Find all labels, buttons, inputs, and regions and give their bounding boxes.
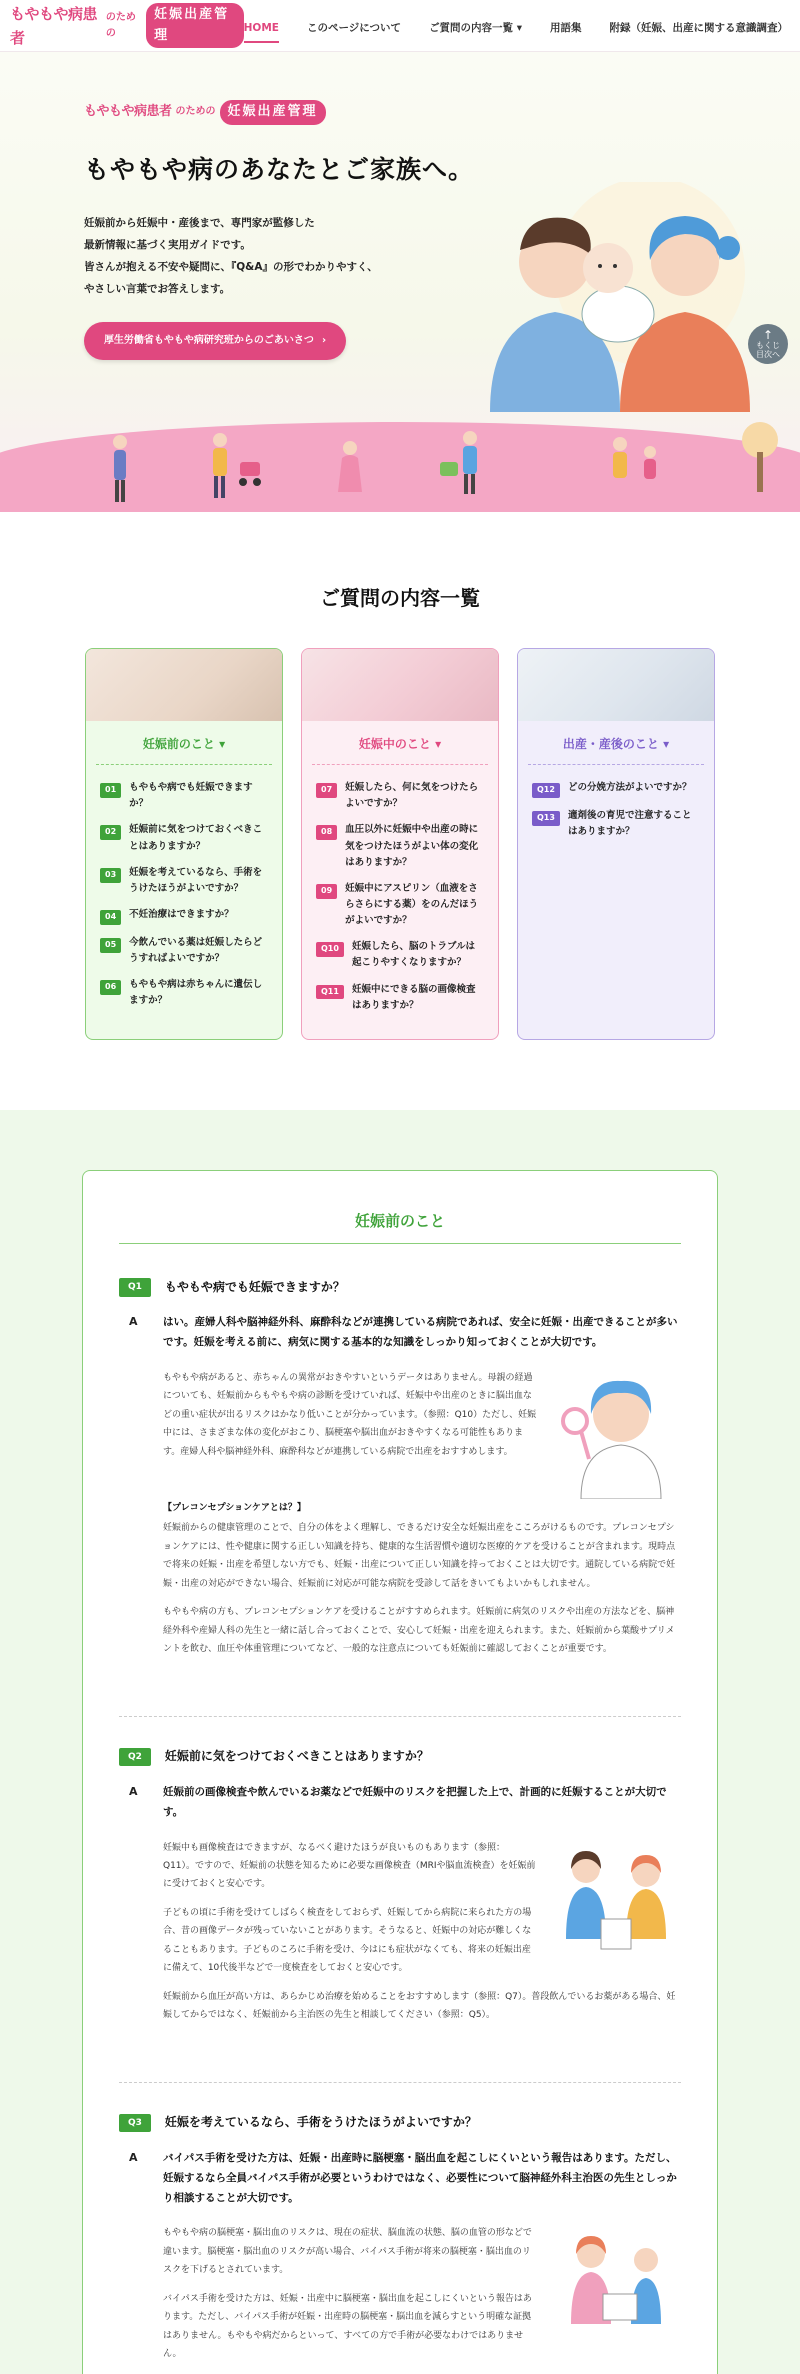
question-text: もやもや病は赤ちゃんに遺伝しますか？: [129, 979, 263, 1007]
hero-title: もやもや病のあなたとご家族へ。: [84, 155, 475, 184]
hero-logo-main: もやもや病患者: [84, 104, 172, 119]
question-text: 今飲んでいる薬は妊娠したらどうすればよいですか？: [129, 936, 263, 964]
qa-answer: [119, 1783, 681, 2035]
qa-answer-label: A: [129, 2150, 138, 2164]
question-number: Q13: [532, 811, 560, 826]
question-link[interactable]: [302, 775, 498, 817]
question-number: Q12: [532, 783, 560, 798]
qa-paragraph: もやもや病の方も、プレコンセプションケアを受けることがすすめられます。妊娠前に病気のリスクや出産の方法などを、脳神経外科や産婦人科の先生と一緒に話し合っておくことで、安心して妊娠・出産を迎えられます。また、妊娠前から葉酸サプリメントを飲む、血圧や体重管理についてなど、一般的な注意点についても妊娠前に確認しておくことが重要です。: [163, 1607, 675, 1654]
qa-answer-lead: はい。産婦人科や脳神経外科、麻酔科などが連携している病院であれば、安全に妊娠・出産できることが多いです。妊娠を考える前に、病気に関する基本的な知識をしっかり知っておくことが大切です。: [163, 1316, 678, 1348]
qa-answer-row: [163, 1839, 681, 1988]
card-after-birth: [517, 648, 715, 1040]
question-list-section: [0, 512, 800, 1110]
question-text: 妊娠したら、何に気をつけたらよいですか？: [345, 782, 479, 810]
question-number: 09: [316, 884, 337, 899]
qa-subheading: 【プレコンセプションケアとは？】: [163, 1502, 306, 1513]
detail-heading: 妊娠前のこと: [119, 1209, 681, 1244]
question-link[interactable]: [518, 803, 714, 845]
toc-button-label: もくじ 目次へ: [756, 340, 780, 359]
greeting-button[interactable]: [84, 322, 346, 360]
nav-home[interactable]: HOME: [244, 14, 279, 37]
card-during-pregnancy: [301, 648, 499, 1040]
people-illustration: [0, 422, 800, 512]
qa-question: [119, 1747, 681, 1776]
chevron-right-icon: ›: [321, 335, 327, 346]
qa-item: [119, 2113, 681, 2373]
qa-paragraph: バイパス手術を受けた方は、妊娠・出産中に脳梗塞・脳出血を起こしにくいという報告はあります。ただし、バイパス手術が妊娠・出産時の脳梗塞・脳出血を減らすという明確な証拠はありません。もやもや病だからといって、すべての方で手術が必要なわけではありません。: [163, 2293, 532, 2360]
question-text: どの分娩方法がよいですか？: [567, 782, 692, 794]
question-cards: [0, 648, 800, 1040]
qa-number: Q1: [119, 1278, 151, 1296]
qa-answer-text: [163, 2224, 537, 2373]
question-text: 不妊治療はできますか？: [129, 909, 234, 921]
question-number: 07: [316, 783, 337, 798]
qa-paragraph: 妊娠前からの健康管理のことで、自分の体をよく理解し、できるだけ安全な妊娠出産をこころがけるものです。プレコンセプションケアには、性や健康に関する正しい知識を持ち、健康的な生活習慣や適切な医療的ケアを受けることが含まれます。現時点で将来の妊娠・出産を希望しない方でも、妊娠・出産について正しい知識を持っておくことは大切です。通院している病院で妊娠・出産の対応ができない場合、妊娠前に対応が可能な病院を受診して話をきいてもよいかもしれません。: [163, 1523, 676, 1589]
hero-logo-badge: 妊娠出産管理: [220, 100, 326, 125]
question-number: Q11: [316, 985, 344, 1000]
question-link[interactable]: [302, 977, 498, 1019]
toc-button[interactable]: [748, 324, 788, 364]
question-number: 04: [100, 910, 121, 925]
qa-answer: [119, 2149, 681, 2374]
hero-logo-no: のための: [175, 106, 216, 118]
greeting-button-label: 厚生労働省もやもや病研究班からのごあいさつ: [103, 335, 314, 346]
nav-about[interactable]: このページについて: [306, 22, 402, 35]
qa-question: [119, 1278, 681, 1307]
qa-answer-label: A: [129, 1315, 138, 1329]
qa-question-text: 妊娠を考えているなら、手術をうけたほうがよいですか？: [164, 2115, 477, 2130]
question-number: 03: [100, 868, 121, 883]
qa-answer-body: [163, 1313, 681, 1668]
qa-number: Q2: [119, 1748, 151, 1766]
qa-question-text: もやもや病でも妊娠できますか？: [164, 1279, 345, 1294]
qa-paragraph: 妊娠中も画像検査はできますが、なるべく避けたほうが良いものもあります（参照：Q11）。ですので、妊娠前の状態を知るために必要な画像検査（MRIや脳血流検査）を妊娠前に受けておくと安心です。: [163, 1842, 536, 1890]
question-link[interactable]: [302, 817, 498, 875]
nav-appendix[interactable]: 附録（妊娠、出産に関する意識調査）: [609, 22, 788, 35]
card-photo: [86, 649, 282, 721]
qa-paragraph: 子どもの頃に手術を受けてしばらく検査をしておらず、妊娠してから病院に来られた方の場合、昔の画像データが残っていないことがあります。そうなると、妊娠中の対応が難しくなることもあります。子どものころに手術を受け、今はにも症状がなくても、将来の妊娠出産に備えて、10代後半などで一度検査をしておくと安心です。: [163, 1907, 532, 1974]
qa-item: [119, 1747, 681, 2034]
site-header: [0, 0, 800, 52]
card-heading[interactable]: 妊娠前のこと ▾: [96, 721, 272, 765]
global-nav: [244, 14, 788, 37]
doctor-illustration: [551, 1369, 681, 1499]
question-number: 05: [100, 938, 121, 953]
family-illustration: [470, 182, 800, 412]
arrow-up-icon: ↑: [762, 327, 774, 342]
hero-desc-line: 最新情報に基づく実用ガイドです。: [84, 239, 251, 252]
question-text: 妊娠中にアスピリン（血液をさらさらにする薬）をのんだほうがよいですか？: [345, 882, 479, 927]
qa-answer-text: [163, 1988, 681, 2025]
qa-number: Q3: [119, 2114, 151, 2132]
question-text: 血圧以外に妊娠中や出産の時に気をつけたほうがよい体の変化はありますか？: [345, 824, 479, 868]
card-before-pregnancy: [85, 648, 283, 1040]
question-list-title: ご質問の内容一覧: [320, 586, 480, 610]
detail-box: [82, 1170, 718, 2374]
nav-glossary[interactable]: 用語集: [550, 22, 582, 35]
hero-logo: [84, 100, 326, 125]
question-text: 妊娠を考えているなら、手術をうけたほうがよいですか？: [129, 866, 263, 894]
qa-paragraph: もやもや病があると、赤ちゃんの異常がおきやすいというデータはありません。母親の経過についても、妊娠前からもやもや病の診断を受けていれば、妊娠中や出産のときに脳出血などの重い症状が出るリスクはかなり低いことが分かっています。（参照：Q10）ただし、妊娠中には、さまざまな体の変化がおこり、脳梗塞や脳出血がおきやすくなる可能性もあります。産婦人科や脳神経外科、麻酔科などが連携している病院で出産をおすすめします。: [163, 1372, 537, 1457]
qa-answer-lead: バイパス手術を受けた方は、妊娠・出産時に脳梗塞・脳出血を起こしにくいという報告はあります。ただし、妊娠するなら全員バイパス手術が必要というわけではなく、必要性について脳神経外科主治医の先生としっかり相談することが大切です。: [163, 2151, 677, 2204]
question-link[interactable]: [86, 902, 282, 930]
question-link[interactable]: [86, 860, 282, 902]
card-photo: [302, 649, 498, 721]
question-number: 08: [316, 825, 337, 840]
hero: [0, 52, 800, 512]
question-link[interactable]: [302, 934, 498, 976]
detail-section: [0, 1110, 800, 2374]
card-heading[interactable]: 妊娠中のこと ▾: [312, 721, 488, 765]
hero-description: [84, 212, 384, 300]
question-text: 妊娠前に気をつけておくべきことはありますか？: [129, 824, 263, 852]
divider: [119, 1716, 681, 1717]
qa-paragraph: もやもや病の脳梗塞・脳出血のリスクは、現在の症状、脳血流の状態、脳の血管の形などで違います。脳梗塞・脳出血のリスクが高い場合、バイパス手術が将来の脳梗塞・脳出血のリスクを下げるとされています。: [163, 2228, 532, 2276]
qa-answer-body: [163, 1783, 681, 2035]
qa-paragraph: 妊娠前から血圧が高い方は、あらかじめ治療を始めることをおすすめします（参照：Q7）。普段飲んでいるお薬がある場合、妊娠してからではなく、妊娠前から主治医の先生と相談してください（参照：Q5）。: [163, 1991, 676, 2020]
logo-no-text: のための: [105, 11, 136, 39]
qa-answer-text: [163, 1839, 537, 1988]
question-link[interactable]: [518, 775, 714, 803]
qa-answer-label: A: [129, 1784, 138, 1798]
question-number: Q10: [316, 942, 344, 957]
consultation-illustration: [551, 1839, 681, 1959]
qa-question: [119, 2113, 681, 2142]
qa-answer-row: [163, 1369, 681, 1499]
question-number: 06: [100, 980, 121, 995]
question-link[interactable]: [86, 972, 282, 1014]
qa-answer-text: [163, 1499, 681, 1659]
question-number: 02: [100, 825, 121, 840]
qa-answer-lead: 妊娠前の画像検査や飲んでいるお薬などで妊娠中のリスクを把握した上で、計画的に妊娠することが大切です。: [163, 1785, 667, 1818]
qa-answer-text: [163, 1369, 537, 1499]
question-link[interactable]: [86, 930, 282, 972]
question-text: 妊娠したら、脳のトラブルは起こりやすくなりますか？: [351, 941, 476, 969]
card-photo: [518, 649, 714, 721]
qa-answer-row: [163, 2224, 681, 2373]
qa-answer-body: [163, 2149, 681, 2374]
nav-question-list[interactable]: ご質問の内容一覧 ▾: [429, 22, 522, 35]
site-logo[interactable]: [10, 2, 244, 50]
question-link[interactable]: [86, 775, 282, 817]
qa-item: [119, 1278, 681, 1669]
family-consult-illustration: [551, 2224, 681, 2334]
question-text: もやもや病でも妊娠できますか？: [129, 782, 253, 810]
divider: [119, 2082, 681, 2083]
question-link[interactable]: [302, 876, 498, 934]
logo-main-text: もやもや病患者: [10, 4, 98, 47]
card-heading[interactable]: 出産・産後のこと ▾: [528, 721, 704, 765]
qa-answer: [119, 1313, 681, 1668]
qa-question-text: 妊娠前に気をつけておくべきことはありますか？: [164, 1749, 429, 1764]
question-link[interactable]: [86, 817, 282, 859]
hero-desc-line: やさしい言葉でお答えします。: [84, 283, 231, 296]
question-text: 妊娠中にできる脳の画像検査はありますか？: [351, 983, 476, 1011]
hero-desc-line: 皆さんが抱える不安や疑問に、『Q&A』の形でわかりやすく、: [84, 261, 378, 274]
logo-badge: 妊娠出産管理: [146, 3, 244, 49]
question-number: 01: [100, 783, 121, 798]
question-text: 適剤後の育児で注意することはありますか？: [567, 809, 692, 838]
hero-desc-line: 妊娠前から妊娠中・産後まで、専門家が監修した: [84, 217, 315, 229]
